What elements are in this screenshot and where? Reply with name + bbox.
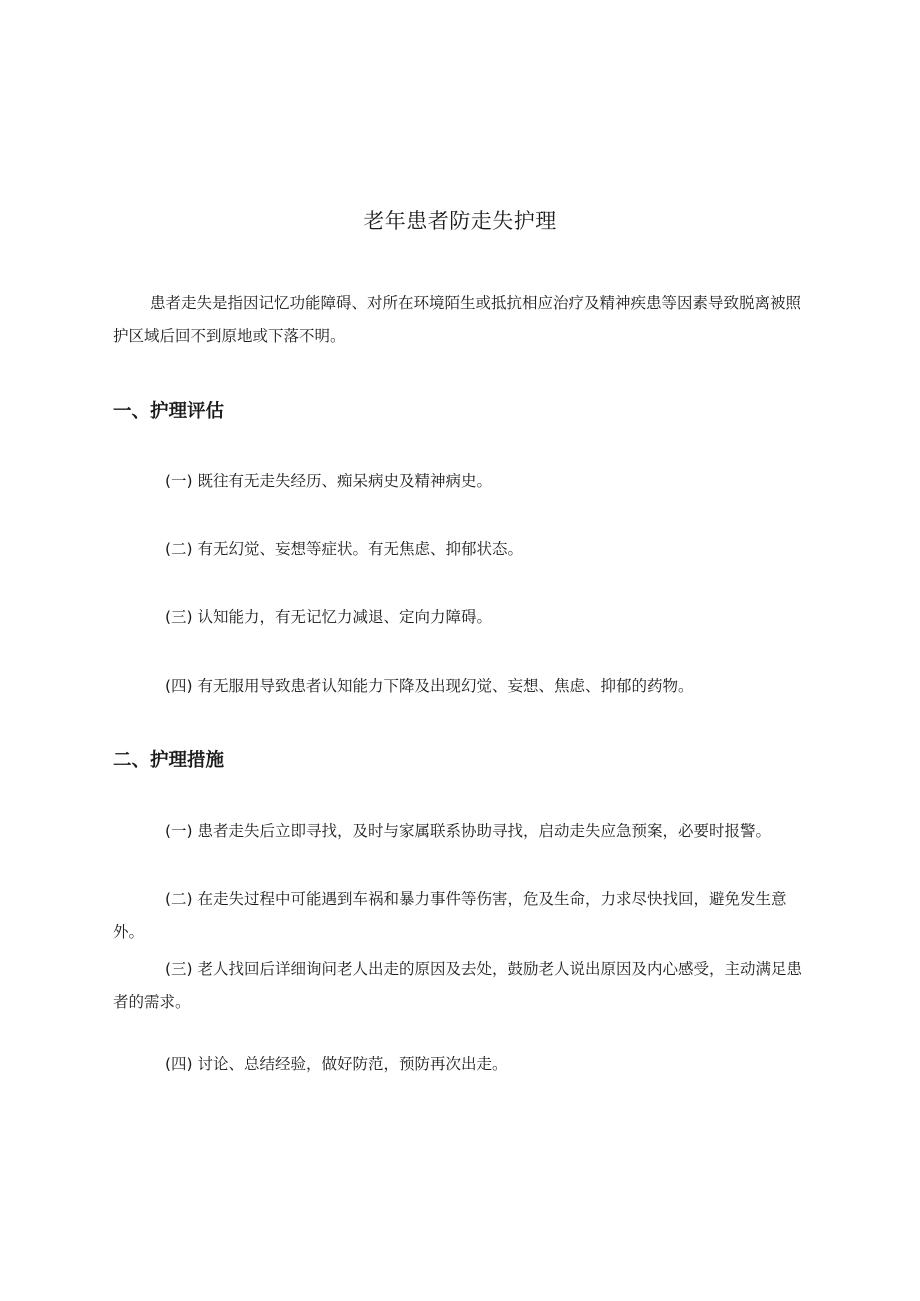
measures-item-2: (二) 在走失过程中可能遇到车祸和暴力事件等伤害，危及生命，力求尽快找回，避免发生意外。 — [113, 890, 787, 941]
assessment-item-1: (一) 既往有无走失经历、痴呆病史及精神病史。 — [165, 472, 493, 490]
assessment-item-3: (三) 认知能力，有无记忆力减退、定向力障碍。 — [165, 608, 493, 626]
intro-paragraph: 患者走失是指因记忆功能障碍、对所在环境陌生或抵抗相应治疗及精神疾患等因素导致脱离被照护区域后回不到原地或下落不明。 — [113, 294, 802, 345]
section-heading-measures: 二、护理措施 — [113, 750, 225, 771]
section-heading-assessment: 一、护理评估 — [113, 401, 225, 422]
measures-item-1: (一) 患者走失后立即寻找，及时与家属联系协助寻找，启动走失应急预案，必要时报警。 — [165, 822, 772, 840]
measures-item-3: (三) 老人找回后详细询问老人出走的原因及去处，鼓励老人说出原因及内心感受，主动满足患者的需求。 — [113, 960, 803, 1011]
assessment-item-4: (四) 有无服用导致患者认知能力下降及出现幻觉、妄想、焦虑、抑郁的药物。 — [165, 677, 694, 695]
assessment-item-2: (二) 有无幻觉、妄想等症状。有无焦虑、抑郁状态。 — [165, 540, 524, 558]
measures-item-4: (四) 讨论、总结经验，做好防范，预防再次出走。 — [165, 1055, 508, 1073]
document-title: 老年患者防走失护理 — [363, 209, 557, 233]
